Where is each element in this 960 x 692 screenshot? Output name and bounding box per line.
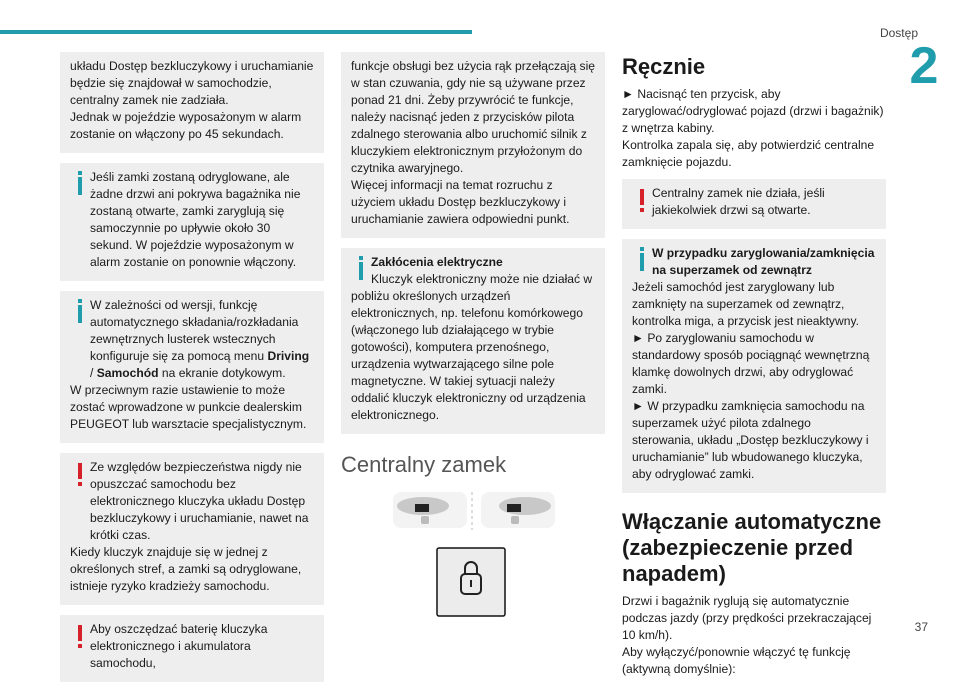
page-number: 37: [914, 620, 928, 634]
warning-box: [60, 453, 324, 605]
central-lock-illustration: [341, 492, 605, 622]
menu-samochod: Samochód: [96, 366, 159, 380]
info-icon: [632, 247, 652, 279]
column-1: [60, 52, 324, 692]
padlock-keyhole-icon: [470, 580, 472, 587]
body-text: Aby wyłączyć/ponownie włączyć tę funkcję (aktywną domyślnie):: [622, 645, 851, 676]
column-3: [622, 52, 886, 686]
warning-box: [622, 179, 886, 229]
section-title: Dostęp: [879, 26, 918, 40]
body-text: Kontrolka zapala się, aby potwierdzić centralne zamknięcie pojazdu.: [622, 138, 875, 169]
key-right-icon: [511, 516, 519, 524]
warning-text: Kiedy kluczyk znajduje się w jednej z określonych stref, a zamki są odryglowane, istnieje ryzyko kradzieży samochodu.: [70, 545, 302, 593]
heading-auto-lock: Włączanie automatyczne (zabezpieczenie przed napadem): [622, 509, 882, 586]
info-title: W przypadku zaryglowania/zamknięcia na superzamek od zewnątrz: [652, 246, 875, 277]
lock-button-left-icon: [415, 504, 429, 512]
warning-icon: [632, 187, 652, 219]
warning-icon: [70, 461, 90, 493]
note-text: Więcej informacji na temat rozruchu z użyciem układu Dostęp bezkluczykowy i uruchamianie zawiera odpowiedni punkt.: [351, 178, 570, 226]
info-text: W zależności od wersji, funkcję automatycznego składania/rozkładania zewnętrznych lusterek wstecznych konfiguruje się za pomocą menu Driving / Samochód na ekranie dotykowym.: [90, 298, 310, 380]
section-heading: Centralny zamek: [341, 452, 507, 477]
note-box: [60, 52, 324, 153]
warning-text: Aby oszczędzać baterię kluczyka elektronicznego i akumulatora samochodu,: [90, 622, 268, 670]
warning-text: Centralny zamek nie działa, jeśli jakiekolwiek drzwi są otwarte.: [652, 186, 825, 217]
chapter-number: 2: [909, 37, 939, 95]
column-2: [341, 52, 605, 622]
info-title: Zakłócenia elektryczne: [371, 255, 503, 269]
note-text: funkcje obsługi bez użycia rąk przełączają się w stan czuwania, gdy nie są używane przez ponad 21 dni. Żeby przywrócić te funkcje, należy nacisnąć jeden z przycisków pilota zdalnego sterowania albo uruchomić silnik z kluczykiem elektronicznym przyłożonym do czytnika awaryjnego.: [351, 59, 596, 175]
step-text: ► Nacisnąć ten przycisk, aby zaryglować/odryglować pojazd (drzwi i bagażnik) z wnętrza kabiny.: [622, 87, 884, 135]
info-text: Jeśli zamki zostaną odryglowane, ale żadne drzwi ani pokrywa bagażnika nie zostaną otwarte, zamki zaryglują się samoczynnie po upływie około 30 sekund. W pojeździe wyposażonym w alarm zostanie on ponownie włączony.: [90, 170, 301, 269]
lock-button-right-icon: [507, 504, 521, 512]
header-accent-bar: [0, 30, 472, 34]
warning-icon: [70, 623, 90, 655]
central-lock-figure: [341, 492, 605, 622]
info-text: Jeżeli samochód jest zaryglowany lub zamknięty na superzamek od zewnątrz, kontrolka miga, a przycisk jest nieaktywny.: [632, 280, 859, 328]
info-text: ► Po zaryglowaniu samochodu w standardowy sposób pociągnąć wewnętrzną klamkę dowolnych drzwi, aby odryglować zamki.: [632, 331, 870, 396]
warning-text: Ze względów bezpieczeństwa nigdy nie opuszczać samochodu bez elektronicznego kluczyka układu Dostęp bezkluczykowy i uruchamianie, nawet na krótki czas.: [90, 460, 309, 542]
note-text: Jednak w pojeździe wyposażonym w alarm zostanie on włączony po 45 sekundach.: [70, 110, 302, 141]
note-box: [341, 52, 605, 238]
info-box: [60, 291, 324, 443]
info-text: W przeciwnym razie ustawienie to może zostać wprowadzone w punkcie dealerskim PEUGEOT lub warsztacie specjalistycznym.: [70, 383, 307, 431]
info-box: [60, 163, 324, 281]
info-text: ► W przypadku zamknięcia samochodu na superzamek użyć pilota zdalnego sterowania, układu „Dostęp bezkluczykowy i uruchamianie” lub wbudowanego kluczyka, aby odryglować zamki.: [632, 399, 869, 481]
info-box: [622, 239, 886, 493]
key-left-icon: [421, 516, 429, 524]
warning-box: [60, 615, 324, 682]
info-icon: [70, 299, 90, 331]
heading-recznie: Ręcznie: [622, 54, 706, 79]
info-text: Kluczyk elektroniczny może nie działać w pobliżu określonych urządzeń elektronicznych, np. telefonu komórkowego (włączonego lub działającego w trybie gotowości), komputera przenośnego, urządzenia wytwarzającego silne pole magnetyczne. W takiej sytuacji należy oddalić kluczyk elektroniczny od urządzenia elektronicznego.: [351, 272, 593, 422]
menu-driving: Driving: [267, 349, 310, 363]
info-icon: [70, 171, 90, 203]
steering-wheel-right-icon: [499, 497, 551, 515]
note-text: układu Dostęp bezkluczykowy i uruchamianie będzie się znajdował w samochodzie, centralny zamek nie zadziała.: [70, 59, 314, 107]
info-icon: [351, 256, 371, 288]
body-text: Drzwi i bagażnik ryglują się automatycznie podczas jazdy (przy prędkości przekraczającej 10 km/h).: [622, 594, 872, 642]
info-box: [341, 248, 605, 434]
